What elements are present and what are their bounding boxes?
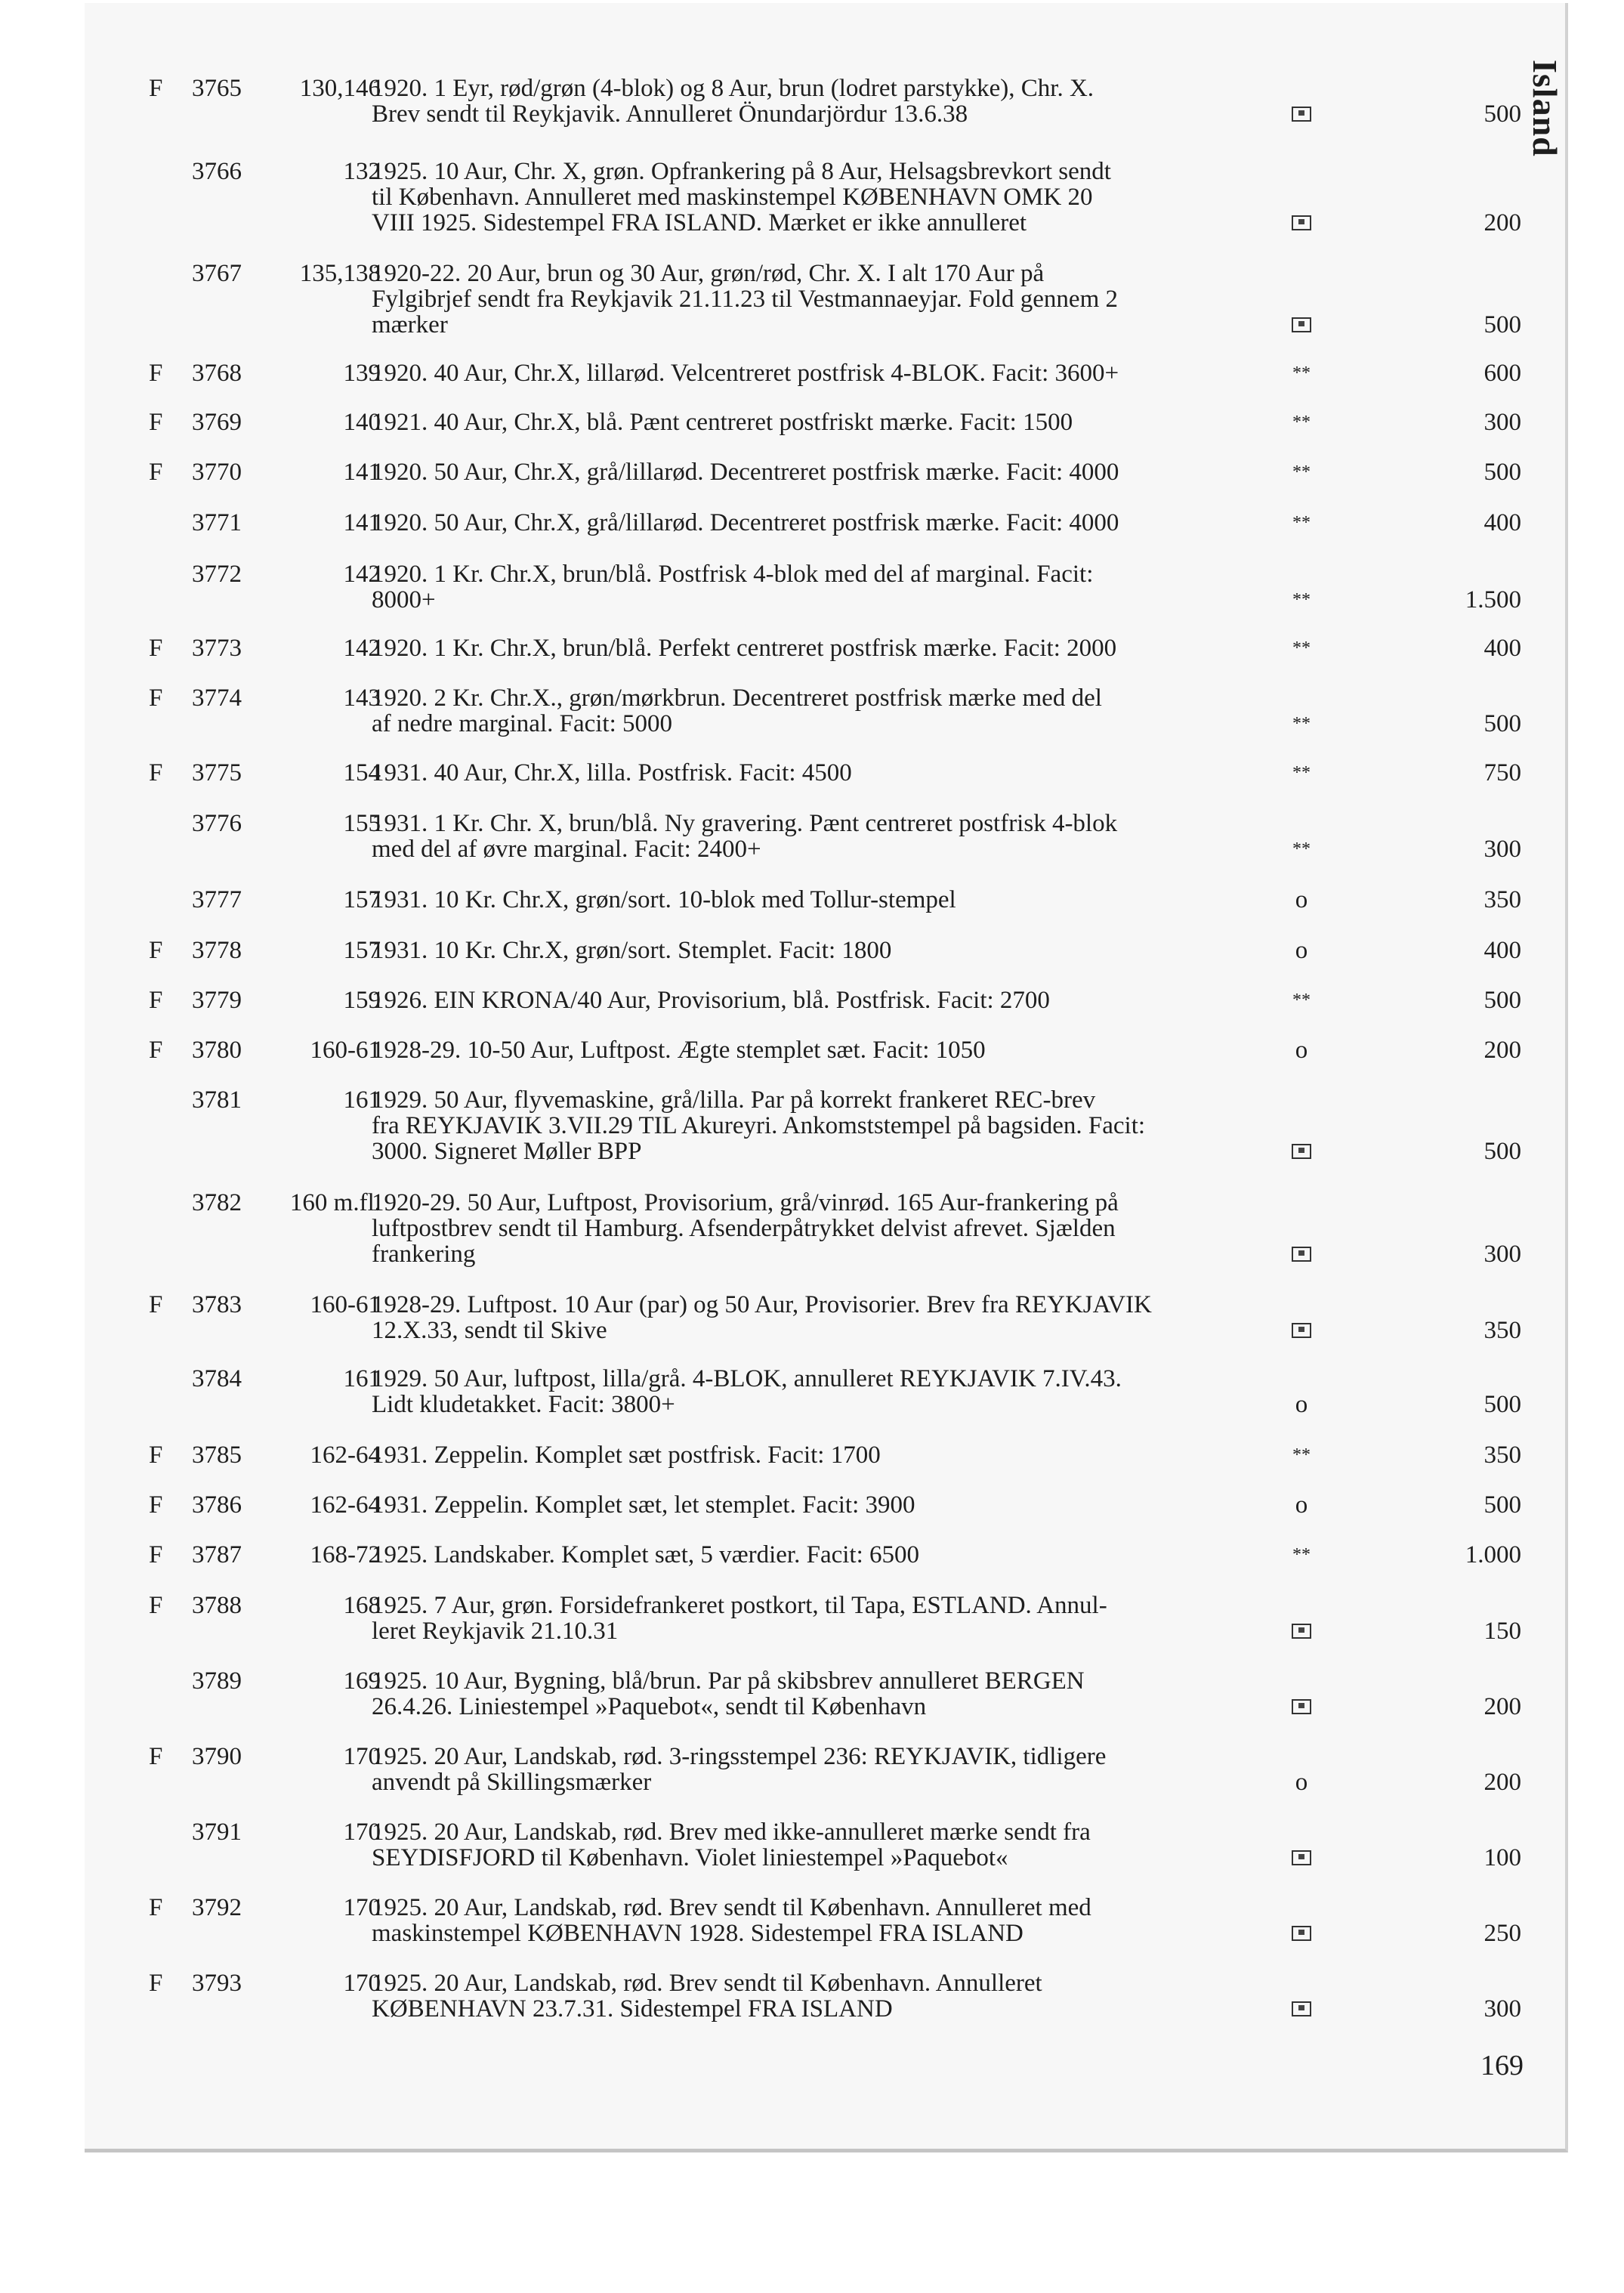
lot-price: 250 bbox=[1484, 1920, 1521, 1947]
lot-description: 1925. 20 Aur, Landskab, rød. Brev sendt til København. Annulleret KØBENHAVN 23.7.31. Sidestempel FRA ISLAND bbox=[372, 1970, 1042, 2023]
catalogue-number: 155 bbox=[343, 810, 381, 837]
lot-description: 1925. 20 Aur, Landskab, rød. Brev med ikke-annulleret mærke sendt fra SEYDISFJORD til København. Violet liniestempel »Paquebot« bbox=[372, 1819, 1091, 1871]
condition-mark bbox=[1259, 1618, 1344, 1644]
lot-flag: F bbox=[149, 1592, 163, 1619]
catalogue-number: 161 bbox=[343, 1365, 381, 1392]
condition-mark bbox=[1259, 1139, 1344, 1164]
lot-number: 3768 bbox=[192, 360, 242, 387]
catalogue-number: 140 bbox=[343, 409, 381, 436]
condition-mark: ** bbox=[1292, 413, 1311, 432]
cover-icon bbox=[1292, 1323, 1311, 1338]
condition-mark: ** bbox=[1292, 513, 1311, 533]
page-number: 169 bbox=[1480, 2050, 1524, 2081]
catalogue-number: 143 bbox=[343, 685, 381, 712]
condition-mark: ** bbox=[1292, 714, 1311, 734]
section-title: Island bbox=[1526, 60, 1564, 157]
lot-number: 3772 bbox=[192, 561, 242, 588]
cover-icon bbox=[1292, 1850, 1311, 1865]
lot-number: 3778 bbox=[192, 937, 242, 964]
lot-number: 3781 bbox=[192, 1086, 242, 1114]
condition-mark: o bbox=[1295, 1491, 1308, 1519]
catalogue-number: 160-61 bbox=[310, 1037, 381, 1064]
lot-number: 3780 bbox=[192, 1037, 242, 1064]
lot-number: 3785 bbox=[192, 1442, 242, 1469]
catalogue-number: 142 bbox=[343, 635, 381, 662]
cover-icon bbox=[1292, 1144, 1311, 1159]
condition-mark bbox=[1259, 1241, 1344, 1267]
cover-icon bbox=[1292, 2001, 1311, 2016]
lot-number: 3784 bbox=[192, 1365, 242, 1392]
lot-price: 350 bbox=[1484, 886, 1521, 913]
lot-price: 200 bbox=[1484, 209, 1521, 236]
lot-number: 3779 bbox=[192, 987, 242, 1014]
condition-mark: ** bbox=[1292, 638, 1311, 658]
condition-mark: ** bbox=[1292, 363, 1311, 383]
lot-flag: F bbox=[149, 459, 163, 486]
condition-mark: o bbox=[1295, 1769, 1308, 1796]
lot-number: 3775 bbox=[192, 759, 242, 786]
lot-description: 1920. 1 Eyr, rød/grøn (4-blok) og 8 Aur, brun (lodret parstykke), Chr. X. Brev sendt til Reykjavik. Annulleret Önundarjördur 13.6.38 bbox=[372, 75, 1095, 128]
lot-flag: F bbox=[149, 685, 163, 712]
lot-description: 1920. 50 Aur, Chr.X, grå/lillarød. Decentreret postfrisk mærke. Facit: 4000 bbox=[372, 509, 1119, 536]
lot-number: 3786 bbox=[192, 1491, 242, 1519]
lot-number: 3777 bbox=[192, 886, 242, 913]
lot-number: 3776 bbox=[192, 810, 242, 837]
catalogue-number: 162-64 bbox=[310, 1491, 381, 1519]
condition-mark bbox=[1259, 1694, 1344, 1720]
lot-number: 3788 bbox=[192, 1592, 242, 1619]
lot-number: 3793 bbox=[192, 1970, 242, 1997]
lot-price: 400 bbox=[1484, 635, 1521, 662]
lot-description: 1931. 10 Kr. Chr.X, grøn/sort. 10-blok med Tollur-stempel bbox=[372, 886, 956, 913]
lot-flag: F bbox=[149, 1037, 163, 1064]
condition-mark: ** bbox=[1292, 462, 1311, 482]
lot-description: 1925. 20 Aur, Landskab, rød. Brev sendt til København. Annulleret med maskinstempel KØBENHAVN 1928. Sidestempel FRA ISLAND bbox=[372, 1894, 1091, 1947]
lot-price: 600 bbox=[1484, 360, 1521, 387]
catalogue-number: 139 bbox=[343, 360, 381, 387]
lot-description: 1931. Zeppelin. Komplet sæt postfrisk. Facit: 1700 bbox=[372, 1442, 881, 1469]
lot-number: 3790 bbox=[192, 1743, 242, 1770]
lot-description: 1920-22. 20 Aur, brun og 30 Aur, grøn/rød, Chr. X. I alt 170 Aur på Fylgibrjef sendt fra Reykjavik 21.11.23 til Vestmannaeyjar. Fold gennem 2 mærker bbox=[372, 260, 1119, 338]
lot-price: 500 bbox=[1484, 1138, 1521, 1165]
lot-number: 3789 bbox=[192, 1667, 242, 1695]
catalogue-number: 159 bbox=[343, 987, 381, 1014]
catalogue-number: 161 bbox=[343, 1086, 381, 1114]
condition-mark: o bbox=[1295, 1037, 1308, 1064]
lot-price: 400 bbox=[1484, 509, 1521, 536]
catalogue-number: 170 bbox=[343, 1970, 381, 1997]
lot-flag: F bbox=[149, 937, 163, 964]
condition-mark bbox=[1259, 101, 1344, 127]
cover-icon bbox=[1292, 107, 1311, 122]
lot-description: 1931. 10 Kr. Chr.X, grøn/sort. Stemplet. Facit: 1800 bbox=[372, 937, 892, 964]
lot-number: 3771 bbox=[192, 509, 242, 536]
lot-price: 350 bbox=[1484, 1317, 1521, 1344]
catalogue-number: 160 m.fl. bbox=[289, 1189, 381, 1216]
lot-description: 1928-29. 10-50 Aur, Luftpost. Ægte stemplet sæt. Facit: 1050 bbox=[372, 1037, 986, 1064]
lot-flag: F bbox=[149, 1541, 163, 1568]
lot-number: 3767 bbox=[192, 260, 242, 287]
lot-price: 200 bbox=[1484, 1769, 1521, 1796]
lot-description: 1931. 1 Kr. Chr. X, brun/blå. Ny gravering. Pænt centreret postfrisk 4-blok med del af øvre marginal. Facit: 2400+ bbox=[372, 810, 1118, 863]
lot-description: 1931. 40 Aur, Chr.X, lilla. Postfrisk. Facit: 4500 bbox=[372, 759, 852, 786]
condition-mark: ** bbox=[1292, 763, 1311, 783]
lot-number: 3782 bbox=[192, 1189, 242, 1216]
condition-mark: ** bbox=[1292, 839, 1311, 859]
lot-price: 500 bbox=[1484, 100, 1521, 128]
lot-price: 300 bbox=[1484, 409, 1521, 436]
lot-price: 1.000 bbox=[1465, 1541, 1521, 1568]
catalogue-number: 157 bbox=[343, 937, 381, 964]
lot-flag: F bbox=[149, 759, 163, 786]
lot-price: 1.500 bbox=[1465, 586, 1521, 613]
catalogue-number: 154 bbox=[343, 759, 381, 786]
condition-mark: ** bbox=[1292, 1445, 1311, 1465]
lot-number: 3792 bbox=[192, 1894, 242, 1921]
lot-description: 1926. EIN KRONA/40 Aur, Provisorium, blå. Postfrisk. Facit: 2700 bbox=[372, 987, 1050, 1014]
lot-description: 1929. 50 Aur, flyvemaskine, grå/lilla. Par på korrekt frankeret REC-brev fra REYKJAVIK 3.VII.29 TIL Akureyri. Ankomststempel på bagsiden. Facit: 3000. Signeret Møller BPP bbox=[372, 1086, 1146, 1165]
lot-price: 350 bbox=[1484, 1442, 1521, 1469]
cover-icon bbox=[1292, 1247, 1311, 1262]
condition-mark: o bbox=[1295, 1391, 1308, 1418]
lot-flag: F bbox=[149, 1743, 163, 1770]
lot-number: 3787 bbox=[192, 1541, 242, 1568]
lot-flag: F bbox=[149, 1291, 163, 1318]
catalogue-number: 132 bbox=[343, 158, 381, 185]
catalogue-number: 168 bbox=[343, 1592, 381, 1619]
lot-description: 1931. Zeppelin. Komplet sæt, let stemplet. Facit: 3900 bbox=[372, 1491, 915, 1519]
lot-number: 3770 bbox=[192, 459, 242, 486]
catalogue-number: 157 bbox=[343, 886, 381, 913]
lot-flag: F bbox=[149, 1894, 163, 1921]
catalogue-number: 170 bbox=[343, 1894, 381, 1921]
lot-flag: F bbox=[149, 987, 163, 1014]
lot-flag: F bbox=[149, 1442, 163, 1469]
lot-number: 3791 bbox=[192, 1819, 242, 1846]
lot-price: 500 bbox=[1484, 1391, 1521, 1418]
lot-price: 200 bbox=[1484, 1693, 1521, 1720]
lot-number: 3766 bbox=[192, 158, 242, 185]
lot-price: 400 bbox=[1484, 937, 1521, 964]
lot-price: 300 bbox=[1484, 1995, 1521, 2023]
lot-description: 1920. 1 Kr. Chr.X, brun/blå. Postfrisk 4-blok med del af marginal. Facit: 8000+ bbox=[372, 561, 1094, 613]
lot-price: 150 bbox=[1484, 1618, 1521, 1645]
cover-icon bbox=[1292, 1624, 1311, 1639]
lot-price: 300 bbox=[1484, 836, 1521, 863]
condition-mark bbox=[1259, 1318, 1344, 1343]
condition-mark: o bbox=[1295, 937, 1308, 964]
cover-icon bbox=[1292, 1926, 1311, 1941]
catalogue-number: 162-64 bbox=[310, 1442, 381, 1469]
catalogue-number: 141 bbox=[343, 459, 381, 486]
lot-description: 1928-29. Luftpost. 10 Aur (par) og 50 Aur, Provisorier. Brev fra REYKJAVIK 12.X.33, sendt til Skive bbox=[372, 1291, 1152, 1344]
catalogue-number: 170 bbox=[343, 1819, 381, 1846]
cover-icon bbox=[1292, 1699, 1311, 1714]
lot-description: 1920. 2 Kr. Chr.X., grøn/mørkbrun. Decentreret postfrisk mærke med del af nedre marginal. Facit: 5000 bbox=[372, 685, 1102, 737]
lot-price: 500 bbox=[1484, 311, 1521, 338]
lot-price: 300 bbox=[1484, 1241, 1521, 1268]
lot-price: 500 bbox=[1484, 459, 1521, 486]
condition-mark bbox=[1259, 1845, 1344, 1871]
condition-mark: ** bbox=[1292, 990, 1311, 1010]
lot-number: 3783 bbox=[192, 1291, 242, 1318]
condition-mark bbox=[1259, 210, 1344, 236]
lot-description: 1920. 50 Aur, Chr.X, grå/lillarød. Decentreret postfrisk mærke. Facit: 4000 bbox=[372, 459, 1119, 486]
lot-price: 500 bbox=[1484, 1491, 1521, 1519]
lot-description: 1920. 40 Aur, Chr.X, lillarød. Velcentreret postfrisk 4-BLOK. Facit: 3600+ bbox=[372, 360, 1119, 387]
condition-mark bbox=[1259, 1996, 1344, 2022]
cover-icon bbox=[1292, 215, 1311, 230]
catalogue-number: 141 bbox=[343, 509, 381, 536]
condition-mark bbox=[1259, 1921, 1344, 1946]
catalogue-number: 169 bbox=[343, 1667, 381, 1695]
lot-flag: F bbox=[149, 635, 163, 662]
lot-description: 1921. 40 Aur, Chr.X, blå. Pænt centreret postfriskt mærke. Facit: 1500 bbox=[372, 409, 1073, 436]
catalogue-page bbox=[85, 3, 1568, 2152]
lot-number: 3769 bbox=[192, 409, 242, 436]
lot-description: 1925. 10 Aur, Chr. X, grøn. Opfrankering på 8 Aur, Helsagsbrevkort sendt til København. Annulleret med maskinstempel KØBENHAVN OMK 20 VIII 1925. Sidestempel FRA ISLAND. Mærket er ikke annulleret bbox=[372, 158, 1111, 236]
lot-description: 1925. 20 Aur, Landskab, rød. 3-ringsstempel 236: REYKJAVIK, tidligere anvendt på Skillingsmærker bbox=[372, 1743, 1107, 1796]
catalogue-number: 142 bbox=[343, 561, 381, 588]
catalogue-number: 160-61 bbox=[310, 1291, 381, 1318]
lot-flag: F bbox=[149, 360, 163, 387]
lot-description: 1920. 1 Kr. Chr.X, brun/blå. Perfekt centreret postfrisk mærke. Facit: 2000 bbox=[372, 635, 1117, 662]
cover-icon bbox=[1292, 317, 1311, 332]
lot-number: 3773 bbox=[192, 635, 242, 662]
condition-mark: o bbox=[1295, 886, 1308, 913]
lot-description: 1925. 10 Aur, Bygning, blå/brun. Par på skibsbrev annulleret BERGEN 26.4.26. Liniestempel »Paquebot«, sendt til København bbox=[372, 1667, 1085, 1720]
condition-mark bbox=[1259, 312, 1344, 338]
catalogue-number: 168-72 bbox=[310, 1541, 381, 1568]
lot-description: 1925. Landskaber. Komplet sæt, 5 værdier. Facit: 6500 bbox=[372, 1541, 920, 1568]
lot-price: 100 bbox=[1484, 1844, 1521, 1871]
catalogue-number: 135,138 bbox=[299, 260, 381, 287]
lot-price: 750 bbox=[1484, 759, 1521, 786]
catalogue-number: 170 bbox=[343, 1743, 381, 1770]
lot-flag: F bbox=[149, 1970, 163, 1997]
lot-description: 1929. 50 Aur, luftpost, lilla/grå. 4-BLOK, annulleret REYKJAVIK 7.IV.43. Lidt kludetakket. Facit: 3800+ bbox=[372, 1365, 1122, 1418]
lot-flag: F bbox=[149, 409, 163, 436]
lot-price: 500 bbox=[1484, 987, 1521, 1014]
lot-price: 500 bbox=[1484, 710, 1521, 737]
lot-number: 3765 bbox=[192, 75, 242, 102]
lot-flag: F bbox=[149, 1491, 163, 1519]
lot-description: 1925. 7 Aur, grøn. Forsidefrankeret postkort, til Tapa, ESTLAND. Annul- leret Reykjavik 21.10.31 bbox=[372, 1592, 1107, 1645]
lot-price: 200 bbox=[1484, 1037, 1521, 1064]
catalogue-number: 130,146 bbox=[299, 75, 381, 102]
condition-mark: ** bbox=[1292, 1545, 1311, 1565]
lot-number: 3774 bbox=[192, 685, 242, 712]
condition-mark: ** bbox=[1292, 590, 1311, 610]
lot-description: 1920-29. 50 Aur, Luftpost, Provisorium, grå/vinrød. 165 Aur-frankering på luftpostbrev sendt til Hamburg. Afsenderpåtrykket delvist afrevet. Sjælden frankering bbox=[372, 1189, 1119, 1268]
lot-flag: F bbox=[149, 75, 163, 102]
